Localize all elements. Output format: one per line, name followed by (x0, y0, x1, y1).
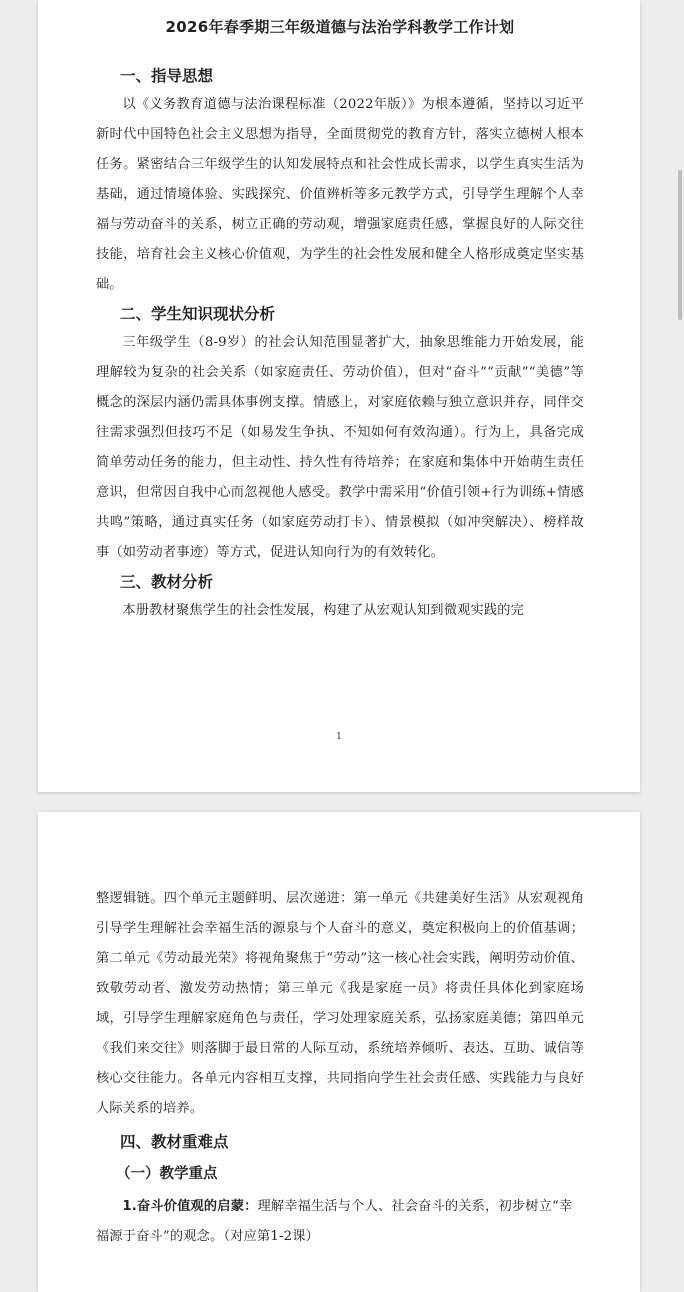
document-page-2 (38, 812, 640, 1292)
subsection-heading-teaching-focus: （一）教学重点 (116, 1166, 218, 1182)
document-title: 2026年春季期三年级道德与法治学科教学工作计划 (165, 18, 515, 36)
section-heading-key-difficult-points: 四、教材重难点 (120, 1133, 229, 1151)
section-heading-student-analysis: 二、学生知识现状分析 (120, 305, 276, 323)
page-number: 1 (336, 732, 342, 742)
section-text-textbook-analysis-part1: 本册教材聚焦学生的社会性发展，构建了从宏观认知到微观实践的完 (122, 603, 525, 618)
section-text-guiding-ideology: 以《义务教育道德与法治课程标准（2022年版）》为根本遵循，坚持以习近平新时代中国特色社会主义思想为指导，全面贯彻党的教育方针，落实立德树人根本任务。紧密结合三年级学生的认知发展特点和社会性成长需求，以学生真实生活为基础，通过情境体验、实践探究、价值辨析等多元教学方式，引导学生理解个人幸福与劳动奋斗的关系，树立正确的劳动观，增强家庭责任感，掌握良好的人际交往技能，培育社会主义核心价值观，为学生的社会性发展和健全人格形成奠定坚实基础。 (96, 97, 584, 292)
section-text-student-analysis: 三年级学生（8-9岁）的社会认知范围显著扩大，抽象思维能力开始发展，能理解较为复杂的社会关系（如家庭责任、劳动价值），但对“奋斗”“贡献”“美德”等概念的深层内涵仍需具体事例支撑。情感上，对家庭依赖与独立意识并存，同伴交往需求强烈但技巧不足（如易发生争执、不知如何有效沟通）。行为上，具备完成简单劳动任务的能力，但主动性、持久性有待培养；在家庭和集体中开始萌生责任意识，但常因自我中心而忽视他人感受。教学中需采用“价值引领+行为训练+情感共鸣”策略，通过真实任务（如家庭劳动打卡）、情景模拟（如冲突解决）、榜样故事（如劳动者事迹）等方式，促进认知向行为的有效转化。 (96, 335, 584, 560)
teaching-focus-item-1-text: 理解幸福生活与个人、社会奋斗的关系，初步树立“幸福源于奋斗”的观念。（对应第1-2课） (96, 1199, 573, 1244)
teaching-focus-item-1 (96, 1192, 584, 1252)
teaching-focus-item-1-label: 1.奋斗价值观的启蒙： (122, 1199, 258, 1214)
section-heading-guiding-ideology: 一、指导思想 (120, 67, 214, 85)
section-text-textbook-analysis-part2: 整逻辑链。四个单元主题鲜明、层次递进：第一单元《共建美好生活》从宏观视角引导学生理解社会幸福生活的源泉与个人奋斗的意义，奠定积极向上的价值基调；第二单元《劳动最光荣》将视角聚焦于“劳动”这一核心社会实践，阐明劳动价值、致敬劳动者、激发劳动热情；第三单元《我是家庭一员》将责任具体化到家庭场域，引导学生理解家庭角色与责任，学习处理家庭关系，弘扬家庭美德；第四单元《我们来交往》则落脚于最日常的人际互动，系统培养倾听、表达、互助、诚信等核心交往能力。各单元内容相互支撑，共同指向学生社会责任感、实践能力与良好人际关系的培养。 (96, 891, 584, 1116)
section-heading-textbook-analysis: 三、教材分析 (120, 573, 214, 591)
scrollbar[interactable] (678, 170, 682, 320)
document-page-1 (38, 0, 640, 792)
